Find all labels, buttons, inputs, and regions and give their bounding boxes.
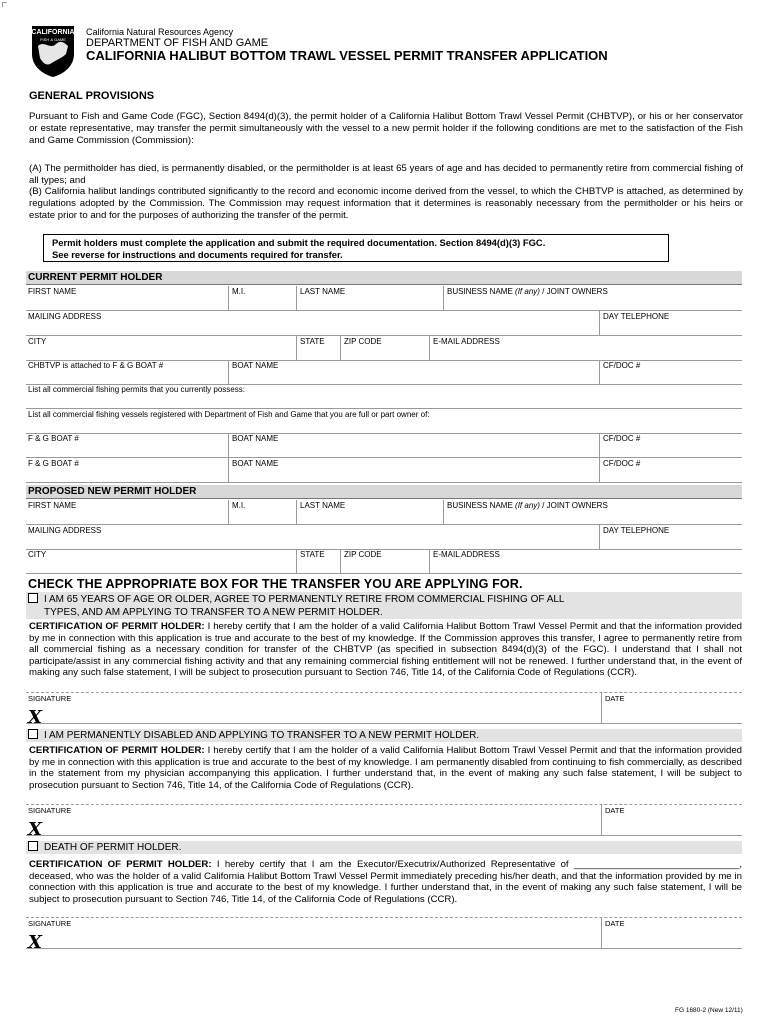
note-line-1: Permit holders must complete the application and submit the required documentation. Section 8494(d)(3) FGC. (52, 237, 546, 248)
certification-death (29, 859, 742, 905)
certification-disabled (29, 745, 742, 791)
boat-name-field-2[interactable] (228, 458, 599, 482)
permits-list-label: List all commercial fishing permits that you currently possess: (28, 385, 245, 394)
current-city-field[interactable] (26, 336, 296, 360)
proposed-state-field[interactable] (296, 549, 340, 573)
certification-label: CERTIFICATION OF PERMIT HOLDER: (29, 621, 205, 632)
proposed-first-name-field[interactable] (26, 500, 228, 524)
certification-death-text-b: , deceased, who was the holder of a valid California Halibut Bottom Trawl Vessel Permit immediately preceding his/her death, and that the information provided by me in connection with this application is true and accurate to the best of my knowledge. I further understand that, in the event of making any such false statement, I will be subject to prosecution pursuant to Section 746, Title 14, of the California Code of Regulations (CCR). (29, 859, 742, 905)
boat-name-label: BOAT NAME (232, 361, 279, 370)
condition-b: (B) California halibut landings contributed significantly to the record and economic income derived from the vessel, to which the CHBTVP is attached, as determined by regulations adopted by the Commission. The Commission may request information that it determines is reasonably necessary from the permitholder or his heirs or estate prior to and for the purposes of authorizing the transfer of the permit. (29, 186, 743, 221)
signature-x-mark: X (28, 707, 42, 728)
agency-name: California Natural Resources Agency (86, 27, 234, 37)
mi-label: M.I. (232, 287, 246, 296)
boat-name-field-1[interactable] (228, 433, 599, 457)
option-death (26, 841, 742, 854)
signature-field-retire[interactable] (86, 693, 596, 723)
current-mi-field[interactable] (228, 286, 296, 310)
signature-row-retire (26, 692, 742, 728)
corner-mark (2, 2, 7, 7)
current-boat-row (26, 360, 742, 385)
proposed-day-telephone-field[interactable] (599, 525, 742, 549)
date-label: DATE (605, 694, 625, 703)
permits-list-field[interactable] (26, 384, 742, 408)
retire-checkbox[interactable] (28, 593, 38, 603)
signature-x-mark: X (28, 819, 42, 840)
current-first-name-field[interactable] (26, 286, 228, 310)
current-day-telephone-field[interactable] (599, 311, 742, 335)
date-field-retire[interactable] (601, 693, 742, 723)
current-state-field[interactable] (296, 336, 340, 360)
date-label: DATE (605, 806, 625, 815)
mailing-address-label: MAILING ADDRESS (28, 312, 102, 321)
day-telephone-label: DAY TELEPHONE (603, 526, 670, 535)
deceased-name-blank[interactable]: _______________________________ (573, 859, 740, 870)
signature-label: SIGNATURE (28, 919, 72, 928)
instructions-note (43, 234, 669, 262)
permits-list-row (26, 384, 742, 409)
proposed-permit-holder-heading: PROPOSED NEW PERMIT HOLDER (26, 485, 742, 499)
zip-label: ZIP CODE (344, 337, 382, 346)
proposed-business-name-field[interactable]: BUSINESS NAME (If any) / JOINT OWNERS (443, 500, 742, 524)
state-label: STATE (300, 550, 325, 559)
if-any-label: (If any) (515, 501, 540, 510)
condition-a: (A) The permitholder has died, is permanently disabled, or the permitholder is at least 65 years of age and has decided to permanently retire from commercial fishing of all types; and (29, 163, 743, 186)
certification-label: CERTIFICATION OF PERMIT HOLDER: (29, 745, 205, 756)
signature-label: SIGNATURE (28, 806, 72, 815)
signature-x-mark: X (28, 932, 42, 953)
option-disabled (26, 729, 742, 742)
proposed-mailing-address-field[interactable] (26, 525, 599, 549)
first-name-label: FIRST NAME (28, 501, 77, 510)
fg-boat-field-2[interactable] (26, 458, 228, 482)
city-label: CITY (28, 550, 47, 559)
boat-name-label: BOAT NAME (232, 459, 279, 468)
current-zip-field[interactable] (340, 336, 429, 360)
note-line-2: See reverse for instructions and documents required for transfer. (52, 249, 343, 260)
proposed-zip-field[interactable] (340, 549, 429, 573)
signature-row-death (26, 917, 742, 953)
current-boat-name-field[interactable] (228, 360, 599, 384)
if-any-label: (If any) (515, 287, 540, 296)
certification-death-text-a: I hereby certify that I am the Executor/Executrix/Authorized Representative of (216, 859, 569, 870)
cfdoc-label: CF/DOC # (603, 361, 641, 370)
joint-owners-label: JOINT OWNERS (546, 287, 608, 296)
proposed-email-field[interactable] (429, 549, 742, 573)
boat-name-label: BOAT NAME (232, 434, 279, 443)
logo-text-bottom: FISH & GAME (40, 37, 66, 42)
option-retire-label-1: I AM 65 YEARS OF AGE OR OLDER, AGREE TO PERMANENTLY RETIRE FROM COMMERCIAL FISHING OF ALL (44, 594, 565, 605)
current-city-row (26, 336, 742, 361)
business-name-label: BUSINESS NAME (447, 287, 513, 296)
state-label: STATE (300, 337, 325, 346)
proposed-city-row (26, 549, 742, 574)
general-provisions-paragraph: Pursuant to Fish and Game Code (FGC), Section 8494(d)(3), the permit holder of a California Halibut Bottom Trawl Vessel Permit (CHBTVP), or his or her conservator or estate representative, may transfer the permit simultaneously with the vessel to a new permit holder if the following conditions are met to the satisfaction of the Fish and Game Commission (Commission): (29, 111, 743, 146)
current-name-row (26, 286, 742, 311)
mailing-address-label: MAILING ADDRESS (28, 526, 102, 535)
date-field-death[interactable] (601, 918, 742, 948)
date-label: DATE (605, 919, 625, 928)
vessels-list-label: List all commercial fishing vessels registered with Department of Fish and Game that you are full or part owner of: (28, 410, 430, 419)
current-permit-holder-heading: CURRENT PERMIT HOLDER (26, 271, 742, 285)
current-email-field[interactable] (429, 336, 742, 360)
first-name-label: FIRST NAME (28, 287, 77, 296)
cfdoc-field-1[interactable] (599, 433, 742, 457)
vessels-list-row (26, 409, 742, 434)
death-checkbox[interactable] (28, 841, 38, 851)
vessels-list-field[interactable] (26, 409, 742, 433)
certification-retire (29, 621, 742, 679)
cfdoc-label: CF/DOC # (603, 459, 641, 468)
day-telephone-label: DAY TELEPHONE (603, 312, 670, 321)
signature-field-death[interactable] (86, 918, 596, 948)
option-retire-label-2: TYPES, AND AM APPLYING TO TRANSFER TO A NEW PERMIT HOLDER. (44, 607, 383, 618)
logo-text-top: CALIFORNIA (31, 29, 75, 36)
option-death-label: DEATH OF PERMIT HOLDER. (44, 842, 182, 853)
current-cfdoc-field[interactable] (599, 360, 742, 384)
city-label: CITY (28, 337, 47, 346)
email-label: E-MAIL ADDRESS (433, 550, 500, 559)
proposed-city-field[interactable] (26, 549, 296, 573)
form-title: CALIFORNIA HALIBUT BOTTOM TRAWL VESSEL PERMIT TRANSFER APPLICATION (86, 48, 608, 63)
certification-disabled-text: I hereby certify that I am the holder of a valid California Halibut Bottom Trawl Vessel Permit and that the information provided by me in connection with this application is true and accurate to the best of my knowledge. I am permanently disabled from continuing to fish commercially, as described in the statement from my physician accompanying this application. I further understand that, in the event of making any such false statement, I will be subject to prosecution pursuant to Section 746, Title 14, of the California Code of Regulations (CCR). (29, 745, 743, 791)
department-name: DEPARTMENT OF FISH AND GAME (86, 37, 269, 49)
joint-owners-label: JOINT OWNERS (546, 501, 608, 510)
last-name-label: LAST NAME (300, 501, 346, 510)
email-label: E-MAIL ADDRESS (433, 337, 500, 346)
zip-label: ZIP CODE (344, 550, 382, 559)
option-retire (26, 592, 742, 619)
attached-boat-label: CHBTVP is attached to F & G BOAT # (28, 361, 164, 370)
proposed-last-name-field[interactable] (296, 500, 443, 524)
transfer-type-heading: CHECK THE APPROPRIATE BOX FOR THE TRANSFER YOU ARE APPLYING FOR. (28, 577, 523, 591)
certification-retire-text: I hereby certify that I am the holder of a valid California Halibut Bottom Trawl Vessel Permit and that the information provided by me in connection with this application is true and accurate to the best of my knowledge. If the Commission approves this transfer, I agree to permanently retire from all commercial fishing as a necessary condition for transfer of the CHBTVP (as specified in subsection 8494(d)(3) of the FGC). I understand that I shall not participate/assist in any commercial fishing activity and that any remaining commercial fishing entitlement will not be renewed. I further understand that, in the event of making any such false statement, I will be subject to prosecution pursuant to Section 746, Title 14, of the California Code of Regulations (CCR). (29, 621, 743, 679)
last-name-label: LAST NAME (300, 287, 346, 296)
signature-field-disabled[interactable] (86, 805, 596, 835)
fg-boat-label: F & G BOAT # (28, 459, 79, 468)
current-mailing-address-field[interactable] (26, 311, 599, 335)
business-name-label: BUSINESS NAME (447, 501, 513, 510)
chbtvp-attached-boat-field[interactable] (26, 360, 228, 384)
fg-boat-label: F & G BOAT # (28, 434, 79, 443)
proposed-mi-field[interactable] (228, 500, 296, 524)
proposed-name-row (26, 500, 742, 525)
current-address-row (26, 311, 742, 336)
mi-label: M.I. (232, 501, 246, 510)
current-last-name-field[interactable] (296, 286, 443, 310)
certification-label: CERTIFICATION OF PERMIT HOLDER: (29, 859, 212, 870)
disabled-checkbox[interactable] (28, 729, 38, 739)
signature-row-disabled (26, 804, 742, 840)
option-disabled-label: I AM PERMANENTLY DISABLED AND APPLYING TO TRANSFER TO A NEW PERMIT HOLDER. (44, 730, 480, 741)
date-field-disabled[interactable] (601, 805, 742, 835)
cfdoc-field-2[interactable] (599, 458, 742, 482)
signature-label: SIGNATURE (28, 694, 72, 703)
proposed-address-row (26, 525, 742, 550)
current-business-name-field[interactable]: BUSINESS NAME (If any) / JOINT OWNERS (443, 286, 742, 310)
cfdoc-label: CF/DOC # (603, 434, 641, 443)
general-provisions-heading: GENERAL PROVISIONS (29, 90, 155, 102)
vessel-row-2 (26, 458, 742, 483)
fg-boat-field-1[interactable] (26, 433, 228, 457)
form-number: FG 1680-2 (New 12/11) (675, 1007, 743, 1014)
fish-and-game-seal-icon (30, 24, 76, 78)
vessel-row-1 (26, 433, 742, 458)
